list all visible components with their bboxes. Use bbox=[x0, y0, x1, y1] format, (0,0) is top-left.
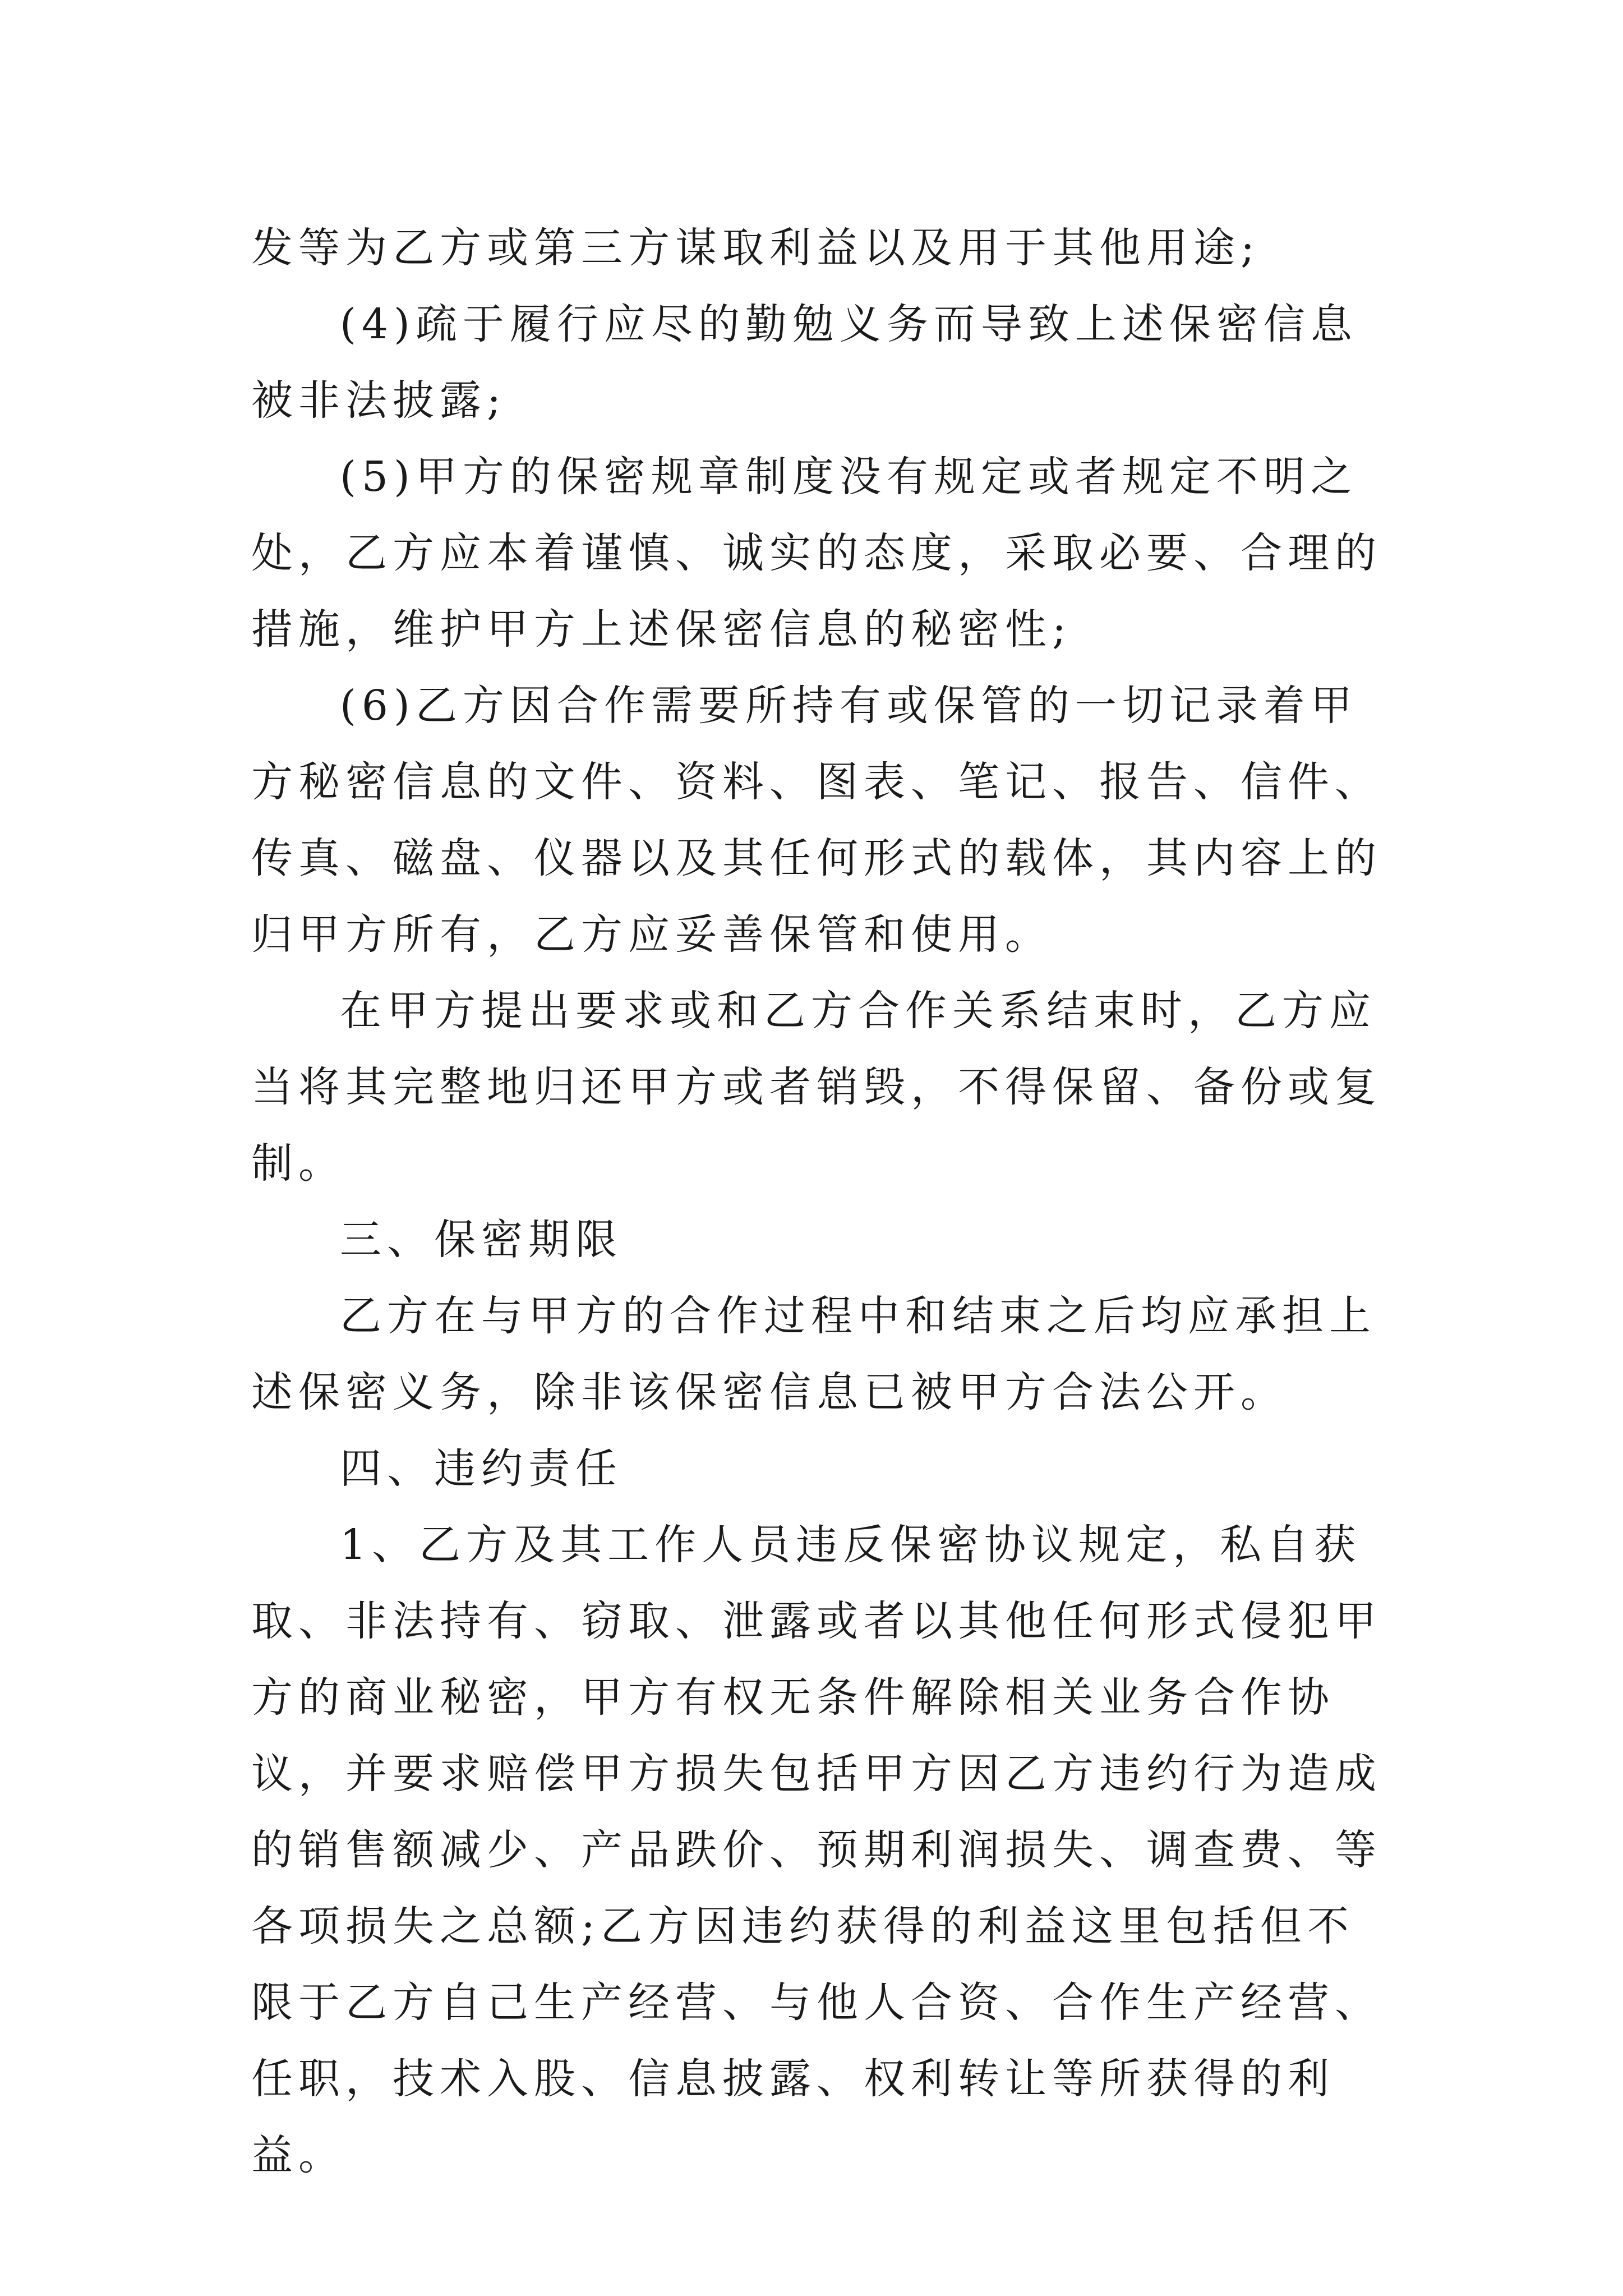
section-heading-liability: 四、违约责任 bbox=[340, 1444, 623, 1493]
clause-6: (6)乙方因合作需要所持有或保管的一切记录着甲方秘密信息的文件、资料、图表、笔记、报告、信件、传真、磁盘、仪器以及其任何形式的载体，其内容上的归甲方所有，乙方应妥善保管和使用。 bbox=[251, 682, 1382, 959]
paragraph-continuation: 发等为乙方或第三方谋取利益以及用于其他用途; bbox=[251, 224, 1260, 272]
section-heading-confidentiality-period: 三、保密期限 bbox=[340, 1216, 623, 1264]
document-body bbox=[251, 210, 1401, 2193]
confidentiality-period-paragraph: 乙方在与甲方的合作过程中和结束之后均应承担上述保密义务，除非该保密信息已被甲方合法公开。 bbox=[251, 1292, 1376, 1416]
clause-4: (4)疏于履行应尽的勤勉义务而导致上述保密信息被非法披露; bbox=[251, 300, 1358, 425]
liability-paragraph-1: 1、乙方及其工作人员违反保密协议规定，私自获取、非法持有、窃取、泄露或者以其他任何形式侵犯甲方的商业秘密，甲方有权无条件解除相关业务合作协议，并要求赔偿甲方损失包括甲方因乙方违约行为造成的销售额减少、产品跌价、预期利润损失、调查费、等各项损失之总额;乙方因违约获得的利益这里包括但不限于乙方自己生产经营、与他人合资、合作生产经营、任职，技术入股、信息披露、权利转让等所获得的利益。 bbox=[251, 1521, 1382, 2179]
clause-5: (5)甲方的保密规章制度没有规定或者规定不明之处，乙方应本着谨慎、诚实的态度，采取必要、合理的措施，维护甲方上述保密信息的秘密性; bbox=[251, 453, 1382, 654]
return-materials-paragraph: 在甲方提出要求或和乙方合作关系结束时，乙方应当将其完整地归还甲方或者销毁，不得保留、备份或复制。 bbox=[251, 987, 1382, 1188]
